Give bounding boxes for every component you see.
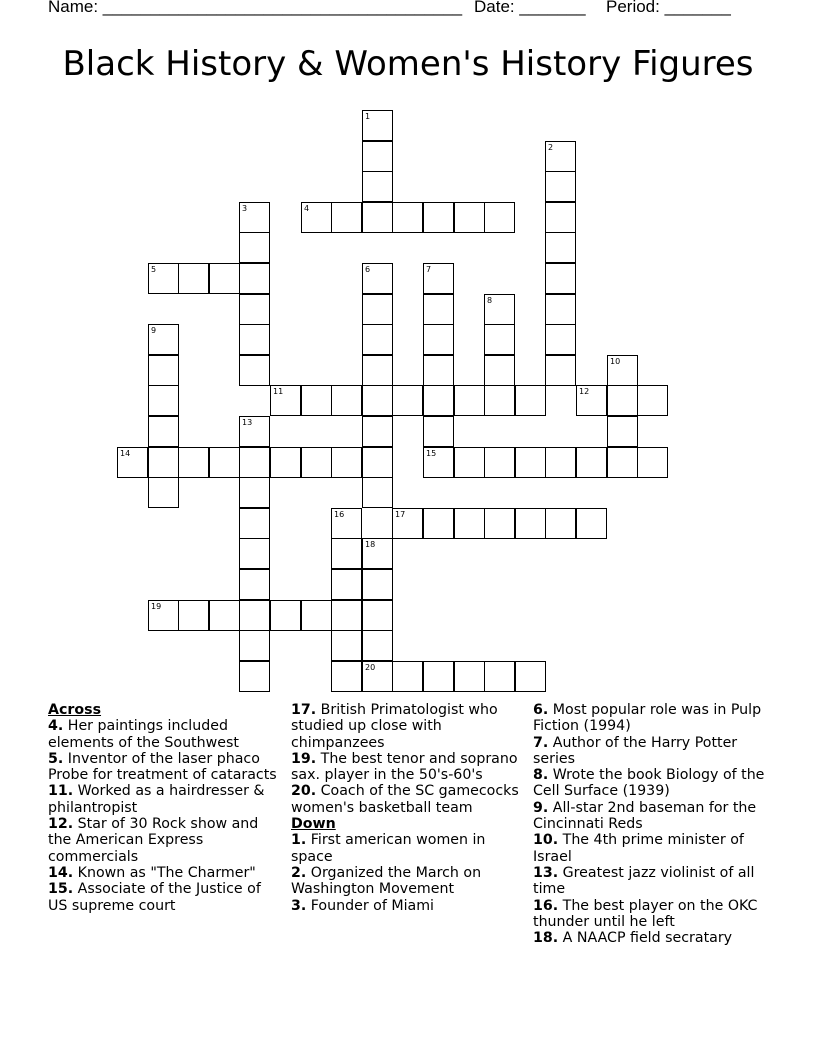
clue-number-label: 16. — [533, 897, 559, 914]
clue-number: 20 — [365, 663, 376, 672]
clue-number-label: 1. — [291, 832, 307, 849]
grid-cell[interactable] — [392, 202, 423, 233]
clue-text: Coach of the SC gamecocks women's basketball team — [291, 783, 519, 816]
clue-number-label: 20. — [291, 783, 317, 800]
grid-cell[interactable] — [148, 600, 179, 631]
grid-cell[interactable] — [423, 324, 454, 355]
clue-item — [291, 832, 526, 865]
clue-text: Star of 30 Rock show and the American Express commercials — [48, 816, 259, 865]
grid-cell[interactable] — [331, 661, 362, 692]
clue-number-label: 14. — [48, 864, 74, 881]
grid-cell[interactable] — [607, 447, 638, 478]
clue-number-label: 7. — [533, 734, 549, 751]
grid-cell[interactable] — [148, 324, 179, 355]
grid-cell[interactable] — [239, 477, 270, 508]
grid-cell[interactable] — [515, 661, 546, 692]
grid-cell[interactable] — [362, 447, 393, 478]
grid-cell[interactable] — [454, 385, 485, 416]
grid-cell[interactable] — [607, 416, 638, 447]
clue-item — [291, 751, 526, 784]
clue-item — [291, 898, 526, 914]
clue-number-label: 6. — [533, 702, 549, 718]
grid-cell[interactable] — [331, 508, 362, 539]
grid-cell[interactable] — [148, 355, 179, 386]
grid-cell[interactable] — [362, 141, 393, 172]
clue-number: 4 — [304, 204, 310, 213]
grid-cell[interactable] — [239, 538, 270, 569]
grid-cell[interactable] — [392, 661, 423, 692]
grid-cell[interactable] — [209, 263, 240, 294]
grid-cell[interactable] — [178, 600, 209, 631]
clue-number: 13 — [242, 418, 253, 427]
clue-number: 5 — [151, 265, 157, 274]
grid-cell[interactable] — [545, 294, 576, 325]
clue-number: 8 — [487, 296, 493, 305]
clue-text: First american women in space — [291, 832, 486, 865]
grid-cell[interactable] — [423, 355, 454, 386]
clue-item — [533, 865, 773, 898]
grid-cell[interactable] — [607, 355, 638, 386]
grid-cell[interactable] — [362, 355, 393, 386]
grid-cell[interactable] — [331, 385, 362, 416]
clue-number-label: 11. — [48, 783, 74, 800]
clue-text: Wrote the book Biology of the Cell Surface (1939) — [533, 767, 765, 800]
grid-cell[interactable] — [362, 202, 393, 233]
grid-cell[interactable] — [545, 508, 576, 539]
clue-number: 6 — [365, 265, 371, 274]
clue-text: Worked as a hairdresser & philantropist — [48, 783, 265, 816]
date-field-label[interactable]: Date: _______ — [474, 0, 586, 16]
clue-item — [48, 865, 283, 881]
grid-cell[interactable] — [270, 385, 301, 416]
grid-cell[interactable] — [331, 538, 362, 569]
grid-cell[interactable] — [362, 630, 393, 661]
grid-cell[interactable] — [362, 171, 393, 202]
clue-number: 16 — [334, 510, 345, 519]
clue-text: Most popular role was in Pulp Fiction (1994) — [533, 702, 762, 735]
clue-text: Greatest jazz violinist of all time — [533, 864, 755, 898]
clue-item — [533, 735, 773, 768]
grid-cell[interactable] — [576, 508, 607, 539]
grid-cell[interactable] — [484, 508, 515, 539]
clue-text: Organized the March on Washington Movement — [291, 864, 482, 898]
clue-text: Known as "The Charmer" — [73, 864, 256, 881]
clue-item — [533, 767, 773, 800]
clue-number-label: 17. — [291, 702, 317, 718]
clue-number-label: 5. — [48, 750, 64, 767]
grid-cell[interactable] — [239, 355, 270, 386]
grid-cell[interactable] — [301, 385, 332, 416]
clue-item — [533, 702, 773, 735]
grid-cell[interactable] — [454, 447, 485, 478]
grid-cell[interactable] — [362, 110, 393, 141]
clue-column-2 — [291, 702, 526, 914]
clue-number-label: 9. — [533, 799, 549, 816]
grid-cell[interactable] — [239, 447, 270, 478]
page-title: Black History & Women's History Figures — [62, 44, 754, 84]
grid-cell[interactable] — [148, 416, 179, 447]
grid-cell[interactable] — [239, 661, 270, 692]
grid-cell[interactable] — [545, 141, 576, 172]
clue-item — [48, 783, 283, 816]
grid-cell[interactable] — [515, 447, 546, 478]
grid-cell[interactable] — [239, 263, 270, 294]
clue-text: British Primatologist who studied up close with chimpanzees — [291, 702, 498, 751]
grid-cell[interactable] — [545, 447, 576, 478]
grid-cell[interactable] — [576, 447, 607, 478]
clue-item — [291, 783, 526, 816]
clue-number: 7 — [426, 265, 432, 274]
grid-cell[interactable] — [423, 447, 454, 478]
grid-cell[interactable] — [362, 263, 393, 294]
clue-number: 3 — [242, 204, 248, 213]
clue-item — [533, 800, 773, 833]
grid-cell[interactable] — [515, 385, 546, 416]
grid-cell[interactable] — [362, 569, 393, 600]
grid-cell[interactable] — [239, 569, 270, 600]
clue-item — [291, 865, 526, 898]
clue-number-label: 12. — [48, 816, 74, 833]
grid-cell[interactable] — [362, 294, 393, 325]
clue-text: The 4th prime minister of Israel — [533, 832, 744, 865]
clue-number: 17 — [395, 510, 406, 519]
grid-cell[interactable] — [301, 202, 332, 233]
grid-cell[interactable] — [392, 508, 423, 539]
grid-cell[interactable] — [270, 447, 301, 478]
clue-text: All-star 2nd baseman for the Cincinnati Reds — [533, 799, 757, 833]
grid-cell[interactable] — [117, 447, 148, 478]
clue-item — [533, 930, 773, 946]
grid-cell[interactable] — [178, 263, 209, 294]
grid-cell[interactable] — [484, 661, 515, 692]
clue-item — [48, 816, 283, 865]
grid-cell[interactable] — [239, 294, 270, 325]
clue-item — [291, 702, 526, 751]
grid-cell[interactable] — [545, 355, 576, 386]
clue-number-label: 18. — [533, 930, 559, 947]
clue-number: 15 — [426, 449, 437, 458]
period-field-label[interactable]: Period: _______ — [606, 0, 731, 16]
grid-cell[interactable] — [545, 232, 576, 263]
grid-cell[interactable] — [423, 263, 454, 294]
grid-cell[interactable] — [331, 202, 362, 233]
grid-cell[interactable] — [423, 294, 454, 325]
clue-number: 1 — [365, 112, 371, 121]
clue-text: Founder of Miami — [306, 897, 434, 914]
grid-cell[interactable] — [484, 294, 515, 325]
grid-cell[interactable] — [239, 416, 270, 447]
grid-cell[interactable] — [454, 661, 485, 692]
grid-cell[interactable] — [454, 202, 485, 233]
down-heading: Down — [291, 816, 336, 833]
clue-text: The best tenor and soprano sax. player in the 50's-60's — [291, 750, 518, 784]
grid-cell[interactable] — [331, 569, 362, 600]
grid-cell[interactable] — [362, 538, 393, 569]
clue-text: A NAACP field secratary — [558, 930, 733, 947]
clue-text: Author of the Harry Potter series — [533, 734, 738, 767]
clue-column-3 — [533, 702, 773, 946]
grid-cell[interactable] — [637, 447, 668, 478]
grid-cell[interactable] — [484, 202, 515, 233]
grid-cell[interactable] — [331, 600, 362, 631]
grid-cell[interactable] — [362, 477, 393, 508]
clue-number: 2 — [548, 143, 554, 152]
grid-cell[interactable] — [209, 600, 240, 631]
clue-number: 12 — [579, 387, 590, 396]
grid-cell[interactable] — [209, 447, 240, 478]
grid-cell[interactable] — [423, 202, 454, 233]
grid-cell[interactable] — [362, 600, 393, 631]
grid-cell[interactable] — [301, 447, 332, 478]
grid-cell[interactable] — [239, 600, 270, 631]
grid-cell[interactable] — [423, 385, 454, 416]
clue-number-label: 4. — [48, 718, 64, 735]
grid-cell[interactable] — [545, 171, 576, 202]
grid-cell[interactable] — [331, 630, 362, 661]
clue-number: 9 — [151, 326, 157, 335]
clue-text: Her paintings included elements of the Southwest — [48, 718, 239, 751]
clue-number-label: 19. — [291, 750, 317, 767]
clue-number: 11 — [273, 387, 284, 396]
clue-number-label: 10. — [533, 832, 559, 849]
grid-cell[interactable] — [484, 324, 515, 355]
clue-number-label: 15. — [48, 881, 74, 898]
clue-text: The best player on the OKC thunder until he left — [533, 897, 758, 930]
grid-cell[interactable] — [301, 600, 332, 631]
grid-cell[interactable] — [239, 202, 270, 233]
name-field-label[interactable]: Name: ______________________________________ — [48, 0, 463, 16]
grid-cell[interactable] — [148, 447, 179, 478]
grid-cell[interactable] — [484, 447, 515, 478]
grid-cell[interactable] — [239, 324, 270, 355]
clue-number-label: 3. — [291, 897, 307, 914]
clue-number-label: 2. — [291, 864, 307, 881]
grid-cell[interactable] — [270, 600, 301, 631]
grid-cell[interactable] — [392, 385, 423, 416]
clue-item — [48, 751, 283, 784]
grid-cell[interactable] — [484, 355, 515, 386]
grid-cell[interactable] — [423, 416, 454, 447]
grid-cell[interactable] — [423, 508, 454, 539]
grid-cell[interactable] — [148, 477, 179, 508]
grid-cell[interactable] — [362, 661, 393, 692]
grid-cell[interactable] — [362, 416, 393, 447]
grid-cell[interactable] — [362, 324, 393, 355]
clue-text: Associate of the Justice of US supreme court — [48, 881, 261, 914]
grid-cell[interactable] — [148, 385, 179, 416]
across-heading: Across — [48, 702, 102, 718]
grid-cell[interactable] — [607, 385, 638, 416]
clue-item — [48, 881, 283, 914]
grid-cell[interactable] — [239, 630, 270, 661]
grid-cell[interactable] — [454, 508, 485, 539]
clue-item — [48, 718, 283, 751]
grid-cell[interactable] — [545, 324, 576, 355]
clue-number-label: 13. — [533, 864, 559, 881]
grid-cell[interactable] — [515, 508, 546, 539]
clue-column-1 — [48, 702, 283, 914]
grid-cell[interactable] — [178, 447, 209, 478]
grid-cell[interactable] — [362, 385, 393, 416]
clue-number: 18 — [365, 540, 376, 549]
clue-number: 19 — [151, 602, 162, 611]
clue-text: Inventor of the laser phaco Probe for treatment of cataracts — [48, 750, 277, 784]
clue-item — [533, 898, 773, 931]
clue-item — [533, 832, 773, 865]
grid-cell[interactable] — [239, 232, 270, 263]
grid-cell[interactable] — [239, 508, 270, 539]
clue-number-label: 8. — [533, 767, 549, 784]
grid-cell[interactable] — [637, 385, 668, 416]
grid-cell[interactable] — [148, 263, 179, 294]
grid-cell[interactable] — [545, 202, 576, 233]
grid-cell[interactable] — [545, 263, 576, 294]
grid-cell[interactable] — [576, 385, 607, 416]
grid-cell[interactable] — [484, 385, 515, 416]
grid-cell[interactable] — [331, 447, 362, 478]
grid-cell[interactable] — [423, 661, 454, 692]
clue-number: 10 — [610, 357, 621, 366]
clue-number: 14 — [120, 449, 131, 458]
